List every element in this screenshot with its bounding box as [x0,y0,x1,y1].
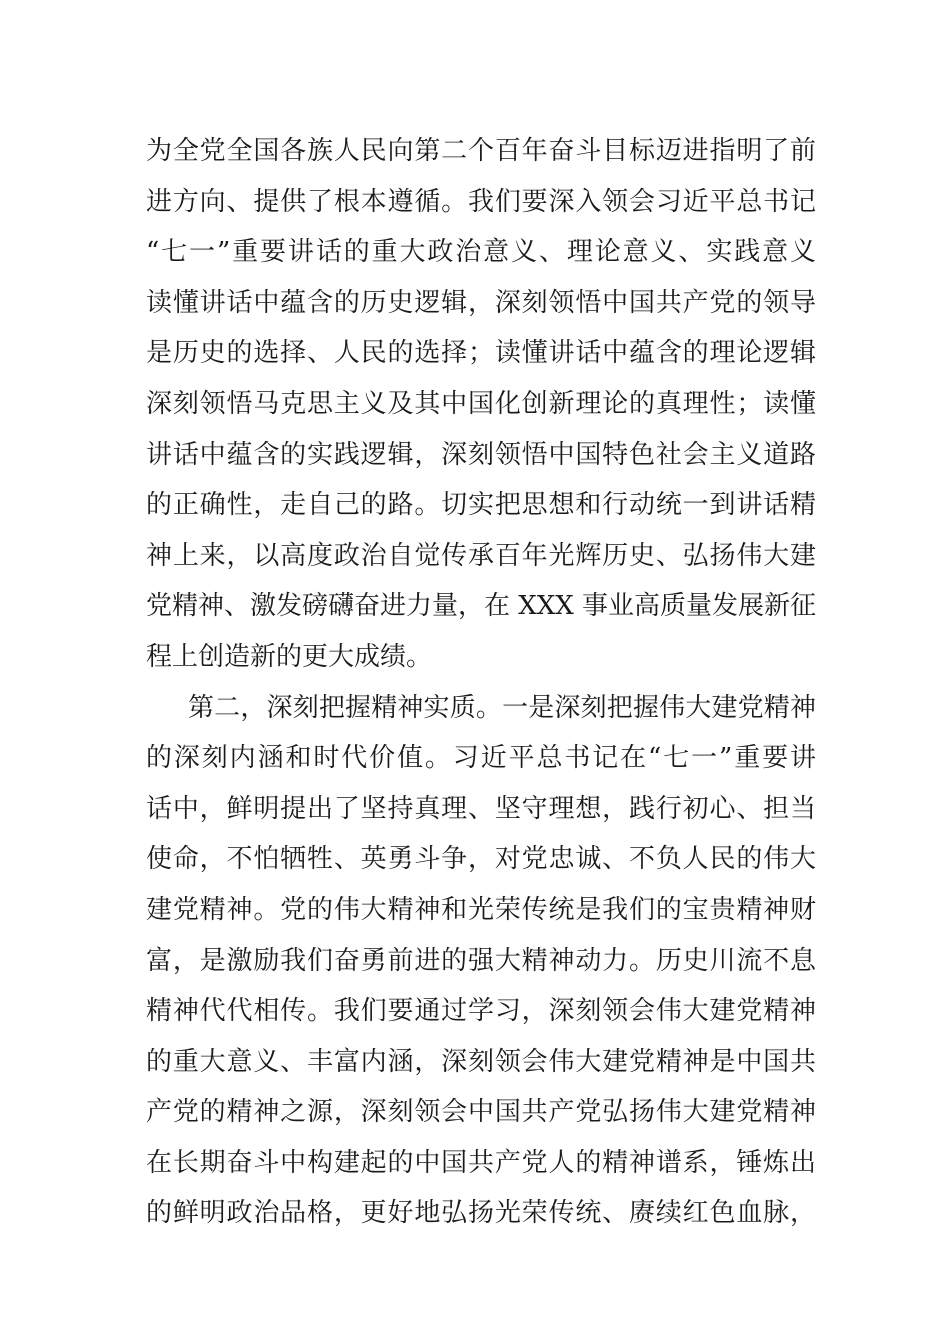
text-line-1: 为全党全国各族人民向第二个百年奋斗目标迈进指明了前 [146,136,816,166]
text-line-14: 话中，鲜明提出了坚持真理、坚守理想，践行初心、担当 [146,793,816,824]
text-line-16: 建党精神。党的伟大精神和光荣传统是我们的宝贵精神财 [146,894,816,925]
text-line-15: 使命，不怕牺牲、英勇斗争，对党忠诚、不负人民的伟大 [146,844,816,875]
text-line-5: 是历史的选择、人民的选择；读懂讲话中蕴含的理论逻辑 [146,338,816,369]
text-line-22: 的鲜明政治品格，更好地弘扬光荣传统、赓续红色血脉， [146,1198,816,1229]
text-line-12: 第二，深刻把握精神实质。一是深刻把握伟大建党精神 [188,692,816,723]
text-line-11: 程上创造新的更大成绩。 [146,641,433,672]
text-line-17: 富，是激励我们奋勇前进的强大精神动力。历史川流不息 [146,945,816,976]
text-line-20: 产党的精神之源，深刻领会中国共产党弘扬伟大建党精神 [146,1097,816,1128]
text-line-10: 党精神、激发磅礴奋进力量，在 XXX 事业高质量发展新征 [146,591,817,622]
document-body [146,126,816,1239]
text-line-8: 的正确性，走自己的路。切实把思想和行动统一到讲话精 [146,490,816,521]
text-line-2: 进方向、提供了根本遵循。我们要深入领会习近平总书记 [146,186,816,217]
text-line-19: 的重大意义、丰富内涵，深刻领会伟大建党精神是中国共 [146,1046,816,1077]
text-line-13: 的深刻内涵和时代价值。习近平总书记在“七一”重要讲 [146,743,816,774]
text-line-9: 神上来，以高度政治自觉传承百年光辉历史、弘扬伟大建 [146,540,816,571]
text-line-4: 读懂讲话中蕴含的历史逻辑，深刻领悟中国共产党的领导 [146,287,816,318]
text-line-7: 讲话中蕴含的实践逻辑，深刻领悟中国特色社会主义道路 [146,439,816,470]
text-line-3: “七一”重要讲话的重大政治意义、理论意义、实践意义 [146,237,816,268]
text-line-18: 精神代代相传。我们要通过学习，深刻领会伟大建党精神 [146,996,816,1027]
text-line-21: 在长期奋斗中构建起的中国共产党人的精神谱系，锤炼出 [146,1147,816,1178]
text-line-6: 深刻领悟马克思主义及其中国化创新理论的真理性；读懂 [146,388,816,419]
